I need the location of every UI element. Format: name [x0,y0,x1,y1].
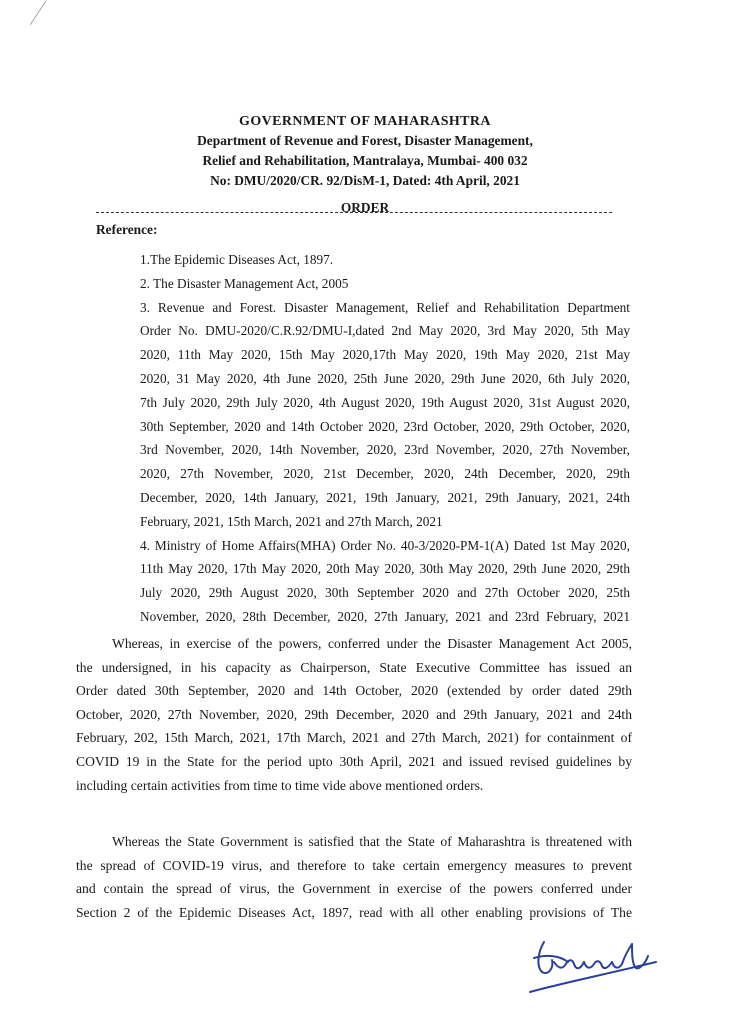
paragraph-line: Whereas, in exercise of the powers, conferred under the Disaster Management Act 2005, [112,636,632,651]
reference-line: 2020, 11th May 2020, 15th May 2020,17th May 2020, 19th May 2020, 21st May [140,347,630,363]
letterhead [150,113,580,217]
paragraph-line: the undersigned, in his capacity as Chairperson, State Executive Committee has issued an [76,659,632,675]
paragraph-line: Order dated 30th September, 2020 and 14th October, 2020 (extended by order dated 29th [76,683,632,699]
page-fold-mark [28,0,48,26]
reference-line: November, 2020, 28th December, 2020, 27th January, 2021 and 23rd February, 2021 [140,608,630,624]
reference-item: 3. Revenue and Forest. Disaster Management, Relief and Rehabilitation Department [140,299,630,315]
reference-line: February, 2021, 15th March, 2021 and 27th March, 2021 [140,513,443,529]
reference-line: Order No. DMU-2020/C.R.92/DMU-I,dated 2nd May 2020, 3rd May 2020, 5th May [140,323,630,339]
paragraph-whereas-2 [76,830,632,924]
reference-line: 11th May 2020, 17th May 2020, 20th May 2020, 30th May 2020, 29th June 2020, 29th [140,561,630,577]
paragraph-line: February, 202, 15th March, 2021, 17th March, 2021 and 27th March, 2021) for containment of [76,730,632,746]
reference-item: 4. Ministry of Home Affairs(MHA) Order No. 40-3/2020-PM-1(A) Dated 1st May 2020, [140,537,630,553]
paragraph-line: and contain the spread of virus, the Government in exercise of the powers conferred under [76,881,632,897]
dashed-divider [96,212,612,213]
reference-line: 2020, 27th November, 2020, 21st December, 2020, 24th December, 2020, 29th [140,466,630,482]
paragraph-line: the spread of COVID-19 virus, and therefore to take certain emergency measures to prevent [76,857,632,873]
paragraph-whereas-1 [76,632,632,797]
address-line: Relief and Rehabilitation, Mantralaya, Mumbai- 400 032 [202,153,528,168]
reference-line: 30th September, 2020 and 14th October 2020, 23rd October, 2020, 29th October, 2020, [140,418,630,434]
order-number-line: No: DMU/2020/CR. 92/DisM-1, Dated: 4th April, 2021 [210,173,520,188]
reference-line: 3rd November, 2020, 14th November, 2020, 23rd November, 2020, 27th November, [140,442,630,458]
reference-line: 2020, 31 May 2020, 4th June 2020, 25th June 2020, 29th June 2020, 6th July 2020, [140,370,630,386]
reference-line: 7th July 2020, 29th July 2020, 4th August 2020, 19th August 2020, 31st August 2020, [140,394,630,410]
government-title: GOVERNMENT OF MAHARASHTRA [239,114,491,129]
paragraph-line: Whereas the State Government is satisfied that the State of Maharashtra is threatened with [112,834,632,849]
department-line: Department of Revenue and Forest, Disaster Management, [197,133,533,148]
reference-list [140,248,630,629]
reference-item: 2. The Disaster Management Act, 2005 [140,275,349,291]
reference-item: 1.The Epidemic Diseases Act, 1897. [140,252,334,267]
handwritten-signature [528,932,668,1002]
reference-label: Reference: [96,222,158,237]
order-heading: ORDER [340,200,390,215]
paragraph-line: Section 2 of the Epidemic Diseases Act, 1897, read with all other enabling provisions of The [76,904,632,920]
paragraph-line: October, 2020, 27th November, 2020, 29th December, 2020 and 29th January, 2021 and 24th [76,706,632,722]
reference-line: December, 2020, 14th January, 2021, 19th January, 2021, 29th January, 2021, 24th [140,489,630,505]
reference-line: July 2020, 29th August 2020, 30th September 2020 and 27th October 2020, 25th [140,585,630,601]
paragraph-line: including certain activities from time to time vide above mentioned orders. [76,777,484,793]
paragraph-line: COVID 19 in the State for the period upto 30th April, 2021 and issued revised guidelines by [76,753,632,769]
